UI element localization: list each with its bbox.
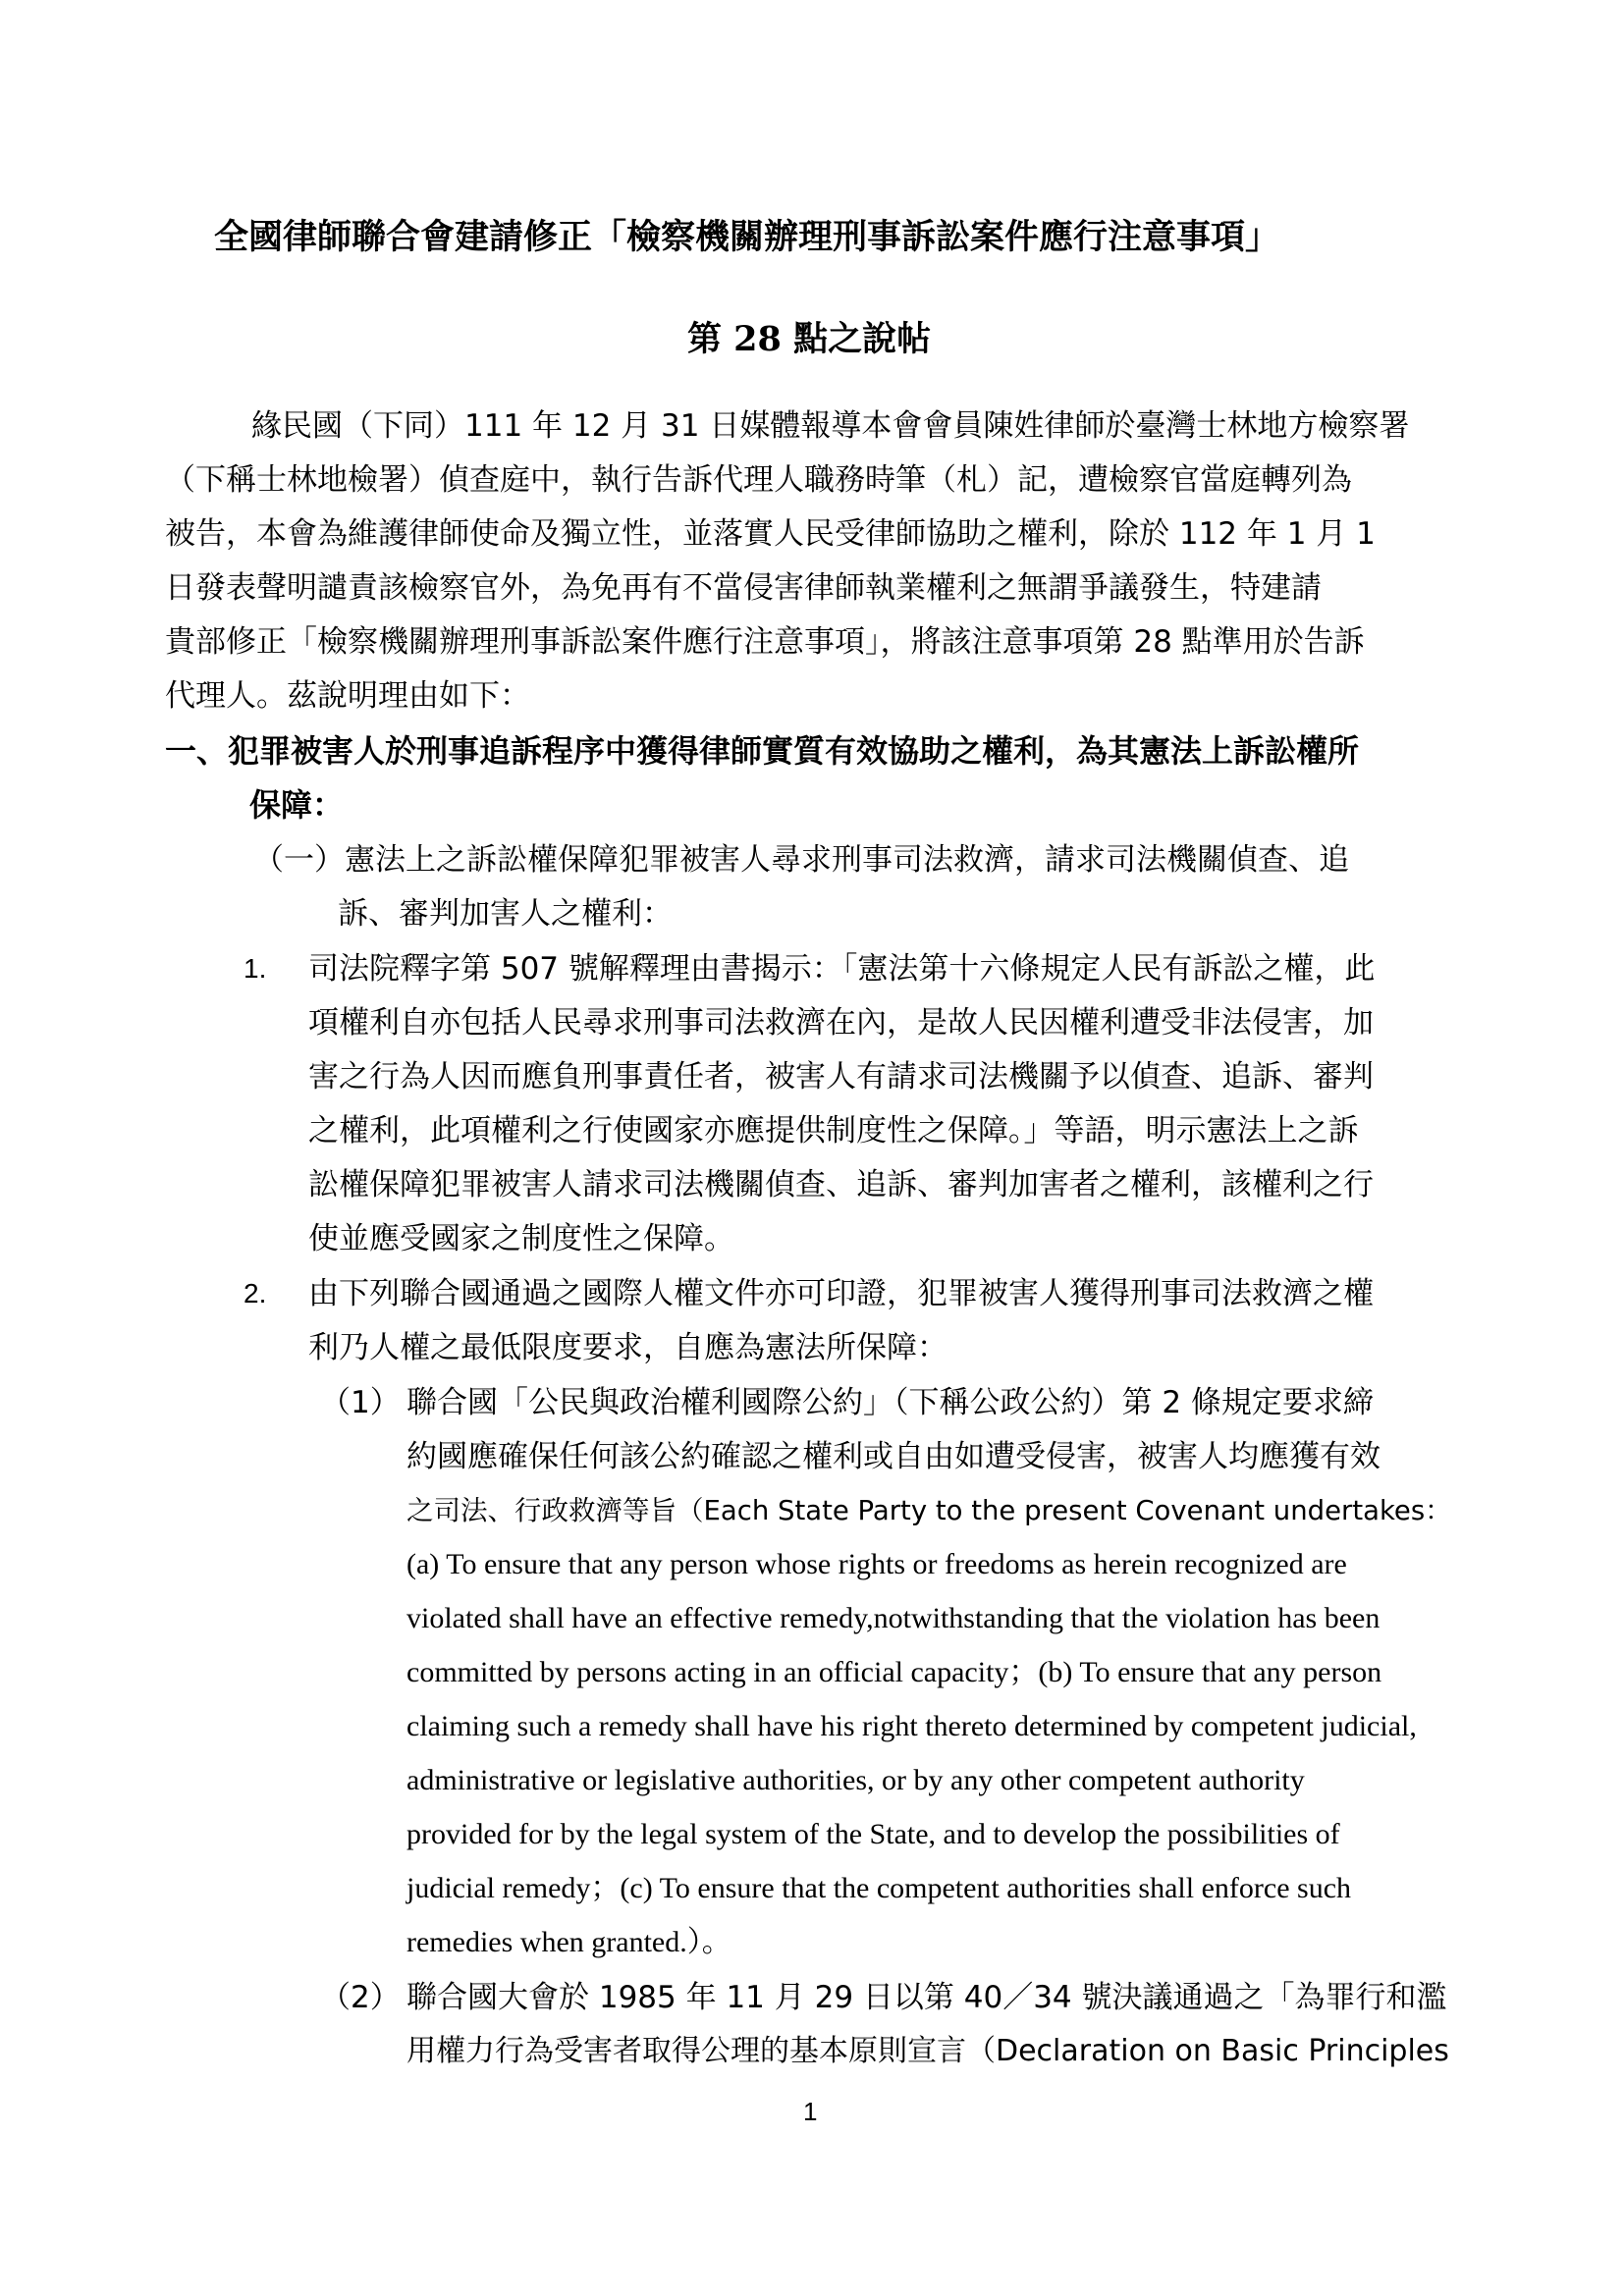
intro-line: 貴部修正「檢察機關辦理刑事訴訟案件應行注意事項」，將該注意事項第 28 點準用於告訴	[165, 624, 1365, 660]
subitem-line: 聯合國大會於 1985 年 11 月 29 日以第 40／34 號決議通過之「為罪行和濫	[406, 1980, 1447, 2015]
subitem-label: （1）	[320, 1385, 401, 1420]
intro-line: 緣民國（下同）111 年 12 月 31 日媒體報導本會會員陳姓律師於臺灣士林地方檢察署	[251, 408, 1410, 444]
intro-line: 代理人。茲說明理由如下：	[165, 678, 530, 714]
subitem-line: 用權力行為受害者取得公理的基本原則宣言（Declaration on Basic Principles	[406, 2034, 1449, 2068]
intro-line: （下稱士林地檢署）偵查庭中，執行告訴代理人職務時筆（札）記，遭檢察官當庭轉列為	[165, 462, 1352, 498]
subitem-line: 約國應確保任何該公約確認之權利或自由如遭受侵害，被害人均應獲有效	[406, 1439, 1380, 1474]
item-line: 之權利，此項權利之行使國家亦應提供制度性之保障。」等語，明示憲法上之訴	[308, 1113, 1359, 1148]
item-line: 訟權保障犯罪被害人請求司法機關偵查、追訴、審判加害者之權利，該權利之行	[308, 1167, 1374, 1202]
subitem-line: violated shall have an effective remedy,notwithstanding that the violation has been	[406, 1602, 1380, 1634]
item-line: 項權利自亦包括人民尋求刑事司法救濟在內，是故人民因權利遭受非法侵害，加	[308, 1005, 1374, 1041]
subitem-line: 聯合國「公民與政治權利國際公約」（下稱公政公約）第 2 條規定要求締	[406, 1385, 1374, 1420]
page-number: 1	[803, 2097, 818, 2126]
subitem-line: 之司法、行政救濟等旨（Each State Party to the present Covenant undertakes：	[406, 1495, 1452, 1526]
item-line: 害之行為人因而應負刑事責任者，被害人有請求司法機關予以偵查、追訴、審判	[308, 1059, 1374, 1095]
subsection-heading: 訴、審判加害人之權利：	[338, 896, 673, 932]
document-title: 全國律師聯合會建請修正「檢察機關辦理刑事訴訟案件應行注意事項」	[214, 217, 1280, 257]
document-subtitle: 第 28 點之說帖	[687, 319, 932, 359]
item-line: 利乃人權之最低限度要求，自應為憲法所保障：	[308, 1330, 947, 1365]
item-line: 司法院釋字第 507 號解釋理由書揭示：「憲法第十六條規定人民有訴訟之權，此	[308, 951, 1376, 987]
section-heading: 保障：	[249, 786, 345, 824]
section-heading: 一、犯罪被害人於刑事追訴程序中獲得律師實質有效協助之權利，為其憲法上訴訟權所	[165, 732, 1360, 770]
subitem-line: provided for by the legal system of the State, and to develop the possibilities of	[406, 1818, 1340, 1850]
item-line: 使並應受國家之制度性之保障。	[308, 1221, 734, 1256]
subitem-line: claiming such a remedy shall have his right thereto determined by competent judicial,	[406, 1710, 1417, 1742]
subitem-label: （2）	[320, 1980, 401, 2015]
item-number: 2.	[244, 1278, 267, 1308]
subitem-line: (a) To ensure that any person whose rights or freedoms as herein recognized are	[406, 1548, 1347, 1580]
subsection-heading: （一）憲法上之訴訟權保障犯罪被害人尋求刑事司法救濟，請求司法機關偵查、追	[253, 842, 1349, 878]
subitem-line: remedies when granted.）。	[406, 1926, 731, 1958]
subitem-line: administrative or legislative authorities, or by any other competent authority	[406, 1764, 1305, 1796]
subitem-line: committed by persons acting in an official capacity；(b) To ensure that any person	[406, 1656, 1382, 1688]
subitem-line: judicial remedy；(c) To ensure that the competent authorities shall enforce such	[406, 1872, 1352, 1904]
intro-line: 被告，本會為維護律師使命及獨立性，並落實人民受律師協助之權利，除於 112 年 1 月 1	[165, 516, 1376, 552]
item-line: 由下列聯合國通過之國際人權文件亦可印證，犯罪被害人獲得刑事司法救濟之權	[308, 1276, 1374, 1311]
intro-line: 日發表聲明譴責該檢察官外，為免再有不當侵害律師執業權利之無謂爭議發生，特建請	[165, 570, 1322, 606]
item-number: 1.	[244, 953, 267, 984]
